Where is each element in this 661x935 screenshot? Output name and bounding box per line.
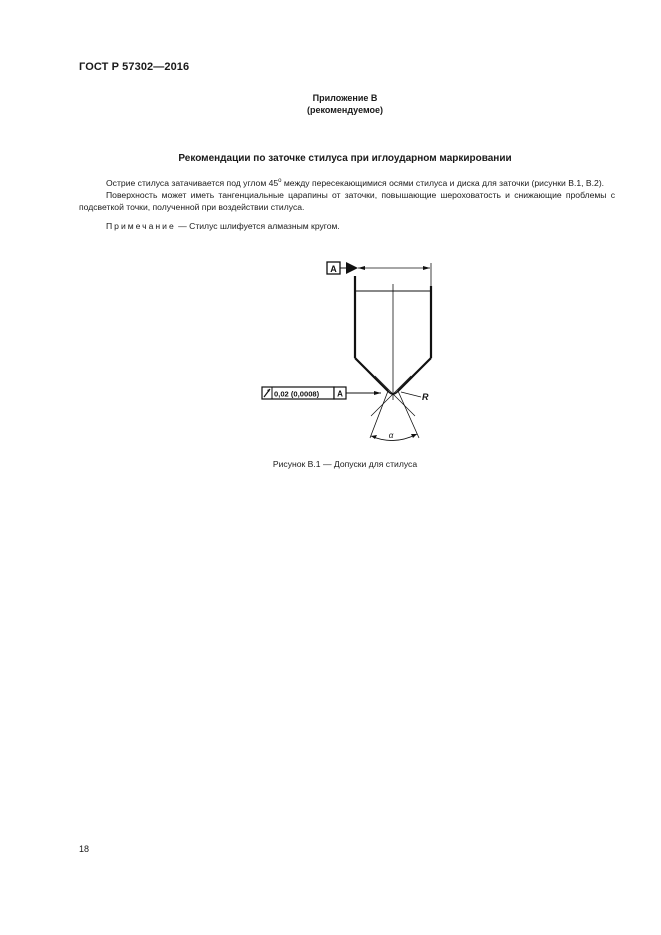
tolerance-value: 0,02 (0,0008): [274, 389, 320, 399]
figure-caption: Рисунок В.1 — Допуски для стилуса: [272, 459, 418, 469]
angle-arc: [371, 434, 417, 441]
appendix-status: (рекомендуемое): [307, 105, 383, 115]
radius-label: R: [422, 392, 429, 402]
datum-triangle: [346, 262, 358, 274]
tolerance-datum: A: [337, 389, 343, 399]
degree-symbol: o: [278, 178, 282, 185]
paragraph-1-start: Острие стилуса затачивается под углом 45: [106, 178, 279, 188]
note: [79, 220, 615, 232]
tolerance-leader-arrow: [374, 391, 381, 395]
note-text: — Стилус шлифуется алмазным кругом.: [175, 221, 340, 231]
body-text: [79, 177, 615, 232]
paragraph-1-end: между пересекающимися осями стилуса и диска для заточки (рисунки В.1, В.2).: [281, 178, 605, 188]
stylus-drawing: [255, 258, 455, 448]
stylus-taper-right: [398, 358, 431, 391]
angle-label: α: [388, 431, 394, 440]
dimension-arrow-left: [358, 266, 365, 270]
paragraph-sharpening-angle: [79, 177, 615, 189]
radius-leader: [401, 392, 421, 397]
appendix-title: Приложение В: [312, 93, 378, 103]
appendix-heading: [0, 92, 661, 116]
cross-line-b: [371, 376, 411, 416]
note-label: Примечание: [106, 221, 176, 231]
paragraph-surface: Поверхность может иметь тангенциальные царапины от заточки, повышающие шероховатость и снижающие проблемы с подсветкой точки, полученной при воздействии стилуса.: [79, 190, 615, 212]
dimension-arrow-right: [423, 266, 430, 270]
page-number: 18: [79, 844, 90, 854]
stylus-taper-left: [355, 358, 388, 391]
stylus-tolerance-figure: [255, 258, 455, 453]
section-title: Рекомендации по заточке стилуса при иглоударном маркировании: [178, 153, 512, 164]
standard-header: ГОСТ Р 57302—2016: [79, 61, 190, 73]
datum-label: A: [330, 264, 337, 274]
angle-extension-right: [398, 391, 419, 438]
